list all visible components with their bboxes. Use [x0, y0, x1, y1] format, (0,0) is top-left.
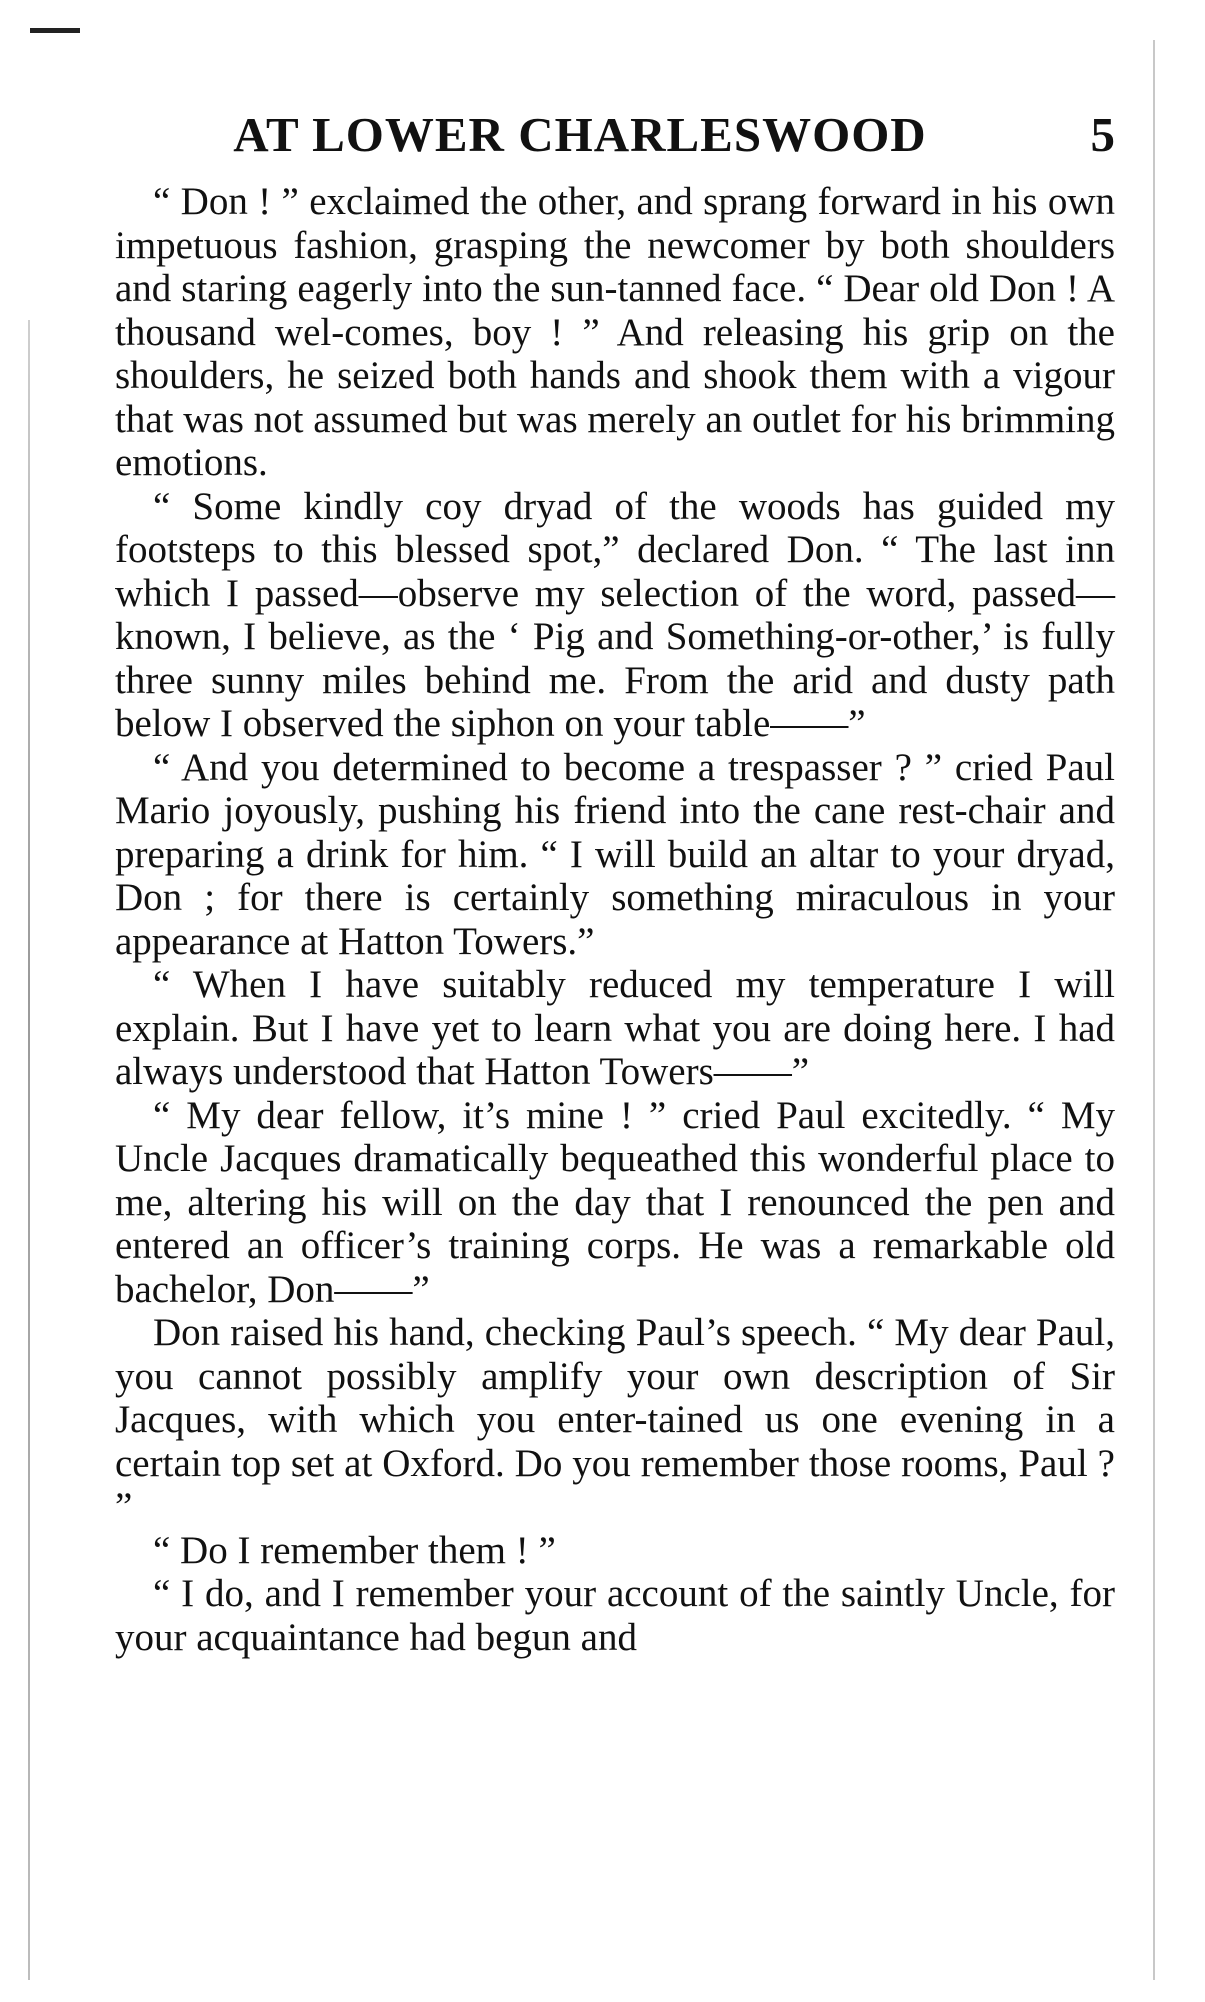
page-header	[115, 95, 1115, 175]
paragraph-8: “ I do, and I remember your account of the saintly Uncle, for your acquaintance had begun and	[115, 1572, 1115, 1659]
corner-mark	[30, 28, 80, 33]
paragraph-2: “ Some kindly coy dryad of the woods has guided my footsteps to this blessed spot,” declared Don. “ The last inn which I passed—observe my selection of the word, passed—known, I believe, as the ‘ Pig and Something-or-other,’ is fully three sunny miles behind me. From the arid and dusty path below I observed the siphon on your table——”	[115, 484, 1115, 745]
page-body	[115, 180, 1115, 1659]
running-title: AT LOWER CHARLESWOOD	[233, 107, 927, 162]
paragraph-5: “ My dear fellow, it’s mine ! ” cried Paul excitedly. “ My Uncle Jacques dramatically bequeathed this wonderful place to me, altering his will on the day that I renounced the pen and entered an officer’s training corps. He was a remarkable old bachelor, Don——”	[115, 1093, 1115, 1311]
page-edge-line	[1153, 40, 1155, 1980]
paragraph-4: “ When I have suitably reduced my temperature I will explain. But I have yet to learn what you are doing here. I had always understood that Hatton Towers——”	[115, 963, 1115, 1093]
gutter-shadow	[28, 320, 30, 1980]
paragraph-6: Don raised his hand, checking Paul’s speech. “ My dear Paul, you cannot possibly amplify your own description of Sir Jacques, with which you enter-tained us one evening in a certain top set at Oxford. Do you remember those rooms, Paul ? ”	[115, 1311, 1115, 1528]
page-number: 5	[1090, 107, 1115, 162]
paragraph-1: “ Don ! ” exclaimed the other, and sprang forward in his own impetuous fashion, grasping the newcomer by both shoulders and staring eagerly into the sun-tanned face. “ Dear old Don ! A thousand wel-comes, boy ! ” And releasing his grip on the shoulders, he seized both hands and shook them with a vigour that was not assumed but was merely an outlet for his brimming emotions.	[115, 180, 1115, 484]
paragraph-7: “ Do I remember them ! ”	[153, 1528, 556, 1572]
paragraph-3: “ And you determined to become a trespasser ? ” cried Paul Mario joyously, pushing his friend into the cane rest-chair and preparing a drink for him. “ I will build an altar to your dryad, Don ; for there is certainly something miraculous in your appearance at Hatton Towers.”	[115, 745, 1115, 963]
